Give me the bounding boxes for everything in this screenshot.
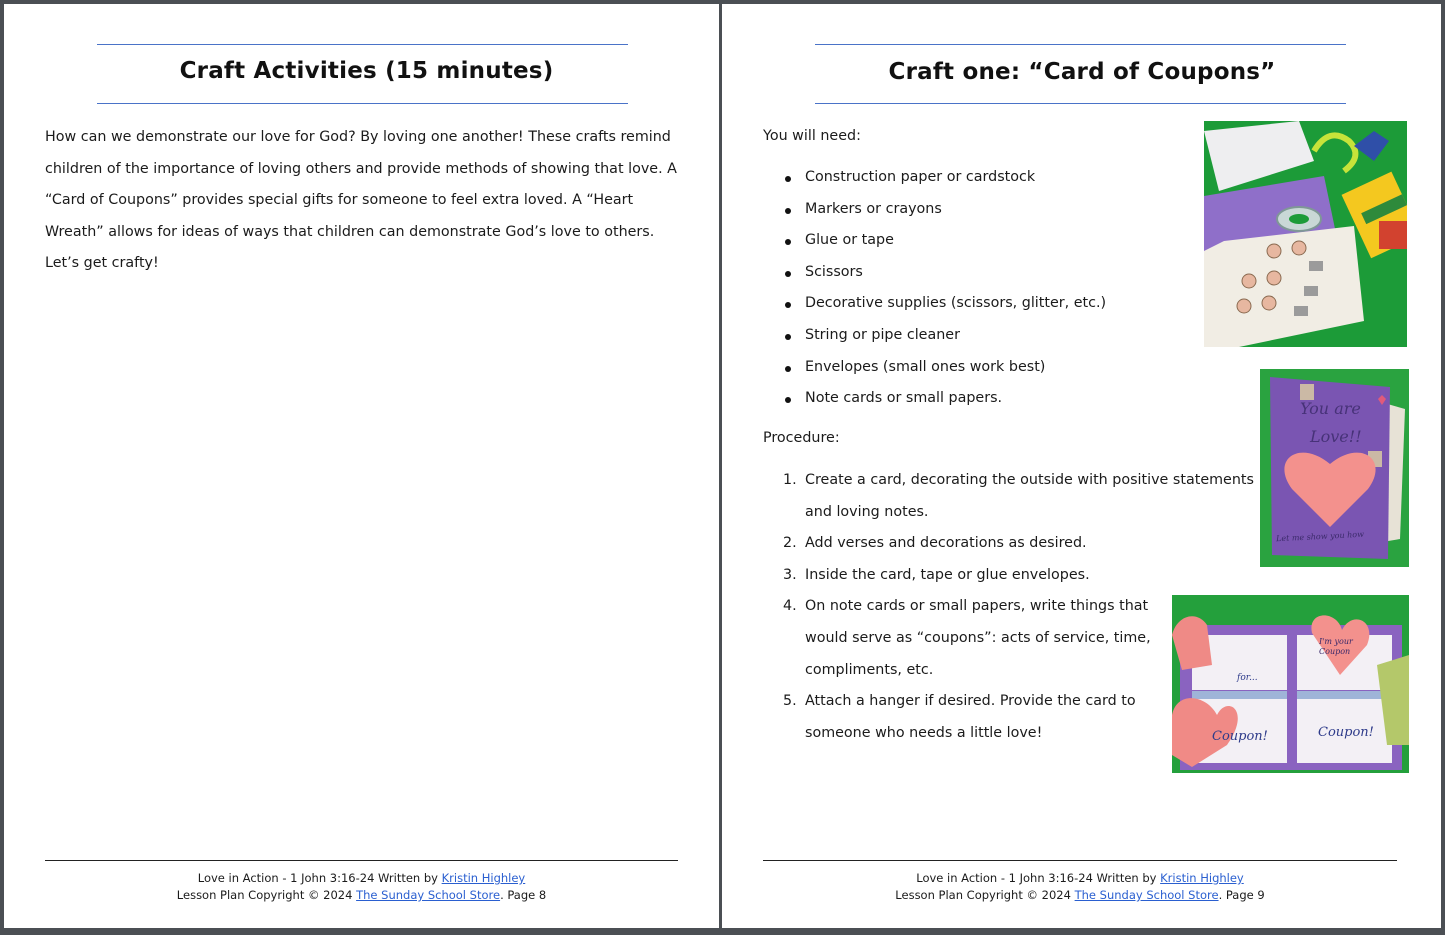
footer-rule: [45, 860, 678, 861]
step-text: Create a card, decorating the outside with positive statements and loving notes.: [805, 472, 1254, 520]
supply-item: Glue or tape: [763, 225, 1203, 257]
page-title: Craft one: “Card of Coupons”: [888, 59, 1276, 85]
supply-item: String or pipe cleaner: [763, 320, 1203, 352]
footer-copyright: Lesson Plan Copyright © 2024: [176, 888, 357, 902]
supply-item: Envelopes (small ones work best): [763, 352, 1203, 384]
step-number: 1.: [783, 472, 797, 488]
page-number: . Page 8: [500, 888, 547, 902]
envelope-note-text: for...: [1237, 673, 1258, 683]
step-item: [763, 560, 1267, 592]
procedure-label: Procedure:: [763, 430, 840, 446]
step-item: [763, 686, 1175, 749]
footer-line-1: [763, 870, 1397, 887]
page-9: [722, 4, 1441, 928]
card-inside-photo: [1172, 595, 1409, 773]
heart-note-text: I'm your Coupon: [1319, 637, 1353, 656]
page-title: Craft Activities (15 minutes): [179, 58, 554, 84]
supply-item: Note cards or small papers.: [763, 383, 1203, 415]
footer-credit: Love in Action - 1 John 3:16-24 Written by: [916, 871, 1161, 885]
store-link[interactable]: The Sunday School Store: [1074, 888, 1219, 902]
step-number: 4.: [783, 598, 797, 615]
supply-item: Construction paper or cardstock: [763, 162, 1203, 194]
footer-copyright: Lesson Plan Copyright © 2024: [895, 888, 1075, 902]
supply-item: Decorative supplies (scissors, glitter, etc.): [763, 288, 1203, 320]
supplies-photo: [1204, 121, 1407, 347]
step-number: 3.: [783, 566, 797, 583]
step-item: [763, 591, 1175, 686]
card-front-text-3: Let me show you how: [1275, 529, 1365, 544]
you-will-need-label: You will need:: [763, 128, 861, 144]
footer-rule: [763, 860, 1397, 861]
supply-item: Markers or crayons: [763, 194, 1203, 226]
title-rule-top: [97, 44, 628, 45]
footer-credit: Love in Action - 1 John 3:16-24 Written by: [197, 871, 442, 885]
author-link[interactable]: Kristin Highley: [441, 871, 526, 885]
card-front-photo: [1260, 369, 1409, 567]
step-text: Attach a hanger if desired. Provide the card to someone who needs a little love!: [805, 693, 1136, 741]
title-rule-top: [815, 44, 1346, 45]
page-8: [4, 4, 719, 928]
title-rule-bottom: [97, 103, 628, 104]
footer: [45, 870, 678, 904]
coupon-text-right: Coupon!: [1318, 725, 1374, 740]
card-front-text-2: Love!!: [1310, 427, 1362, 446]
author-link[interactable]: Kristin Highley: [1160, 871, 1244, 885]
footer: [763, 870, 1397, 904]
footer-line-2: [45, 887, 678, 904]
page-number: . Page 9: [1218, 888, 1265, 902]
step-item: [763, 528, 1267, 560]
supply-list: [763, 162, 1203, 415]
step-text: Inside the card, tape or glue envelopes.: [805, 566, 1090, 583]
step-item: [763, 465, 1267, 528]
supplies-illustration: [1204, 121, 1407, 347]
step-number: 5.: [783, 693, 797, 710]
store-link[interactable]: The Sunday School Store: [356, 888, 501, 902]
card-front-text-1: You are: [1300, 399, 1361, 418]
supply-item: Scissors: [763, 257, 1203, 289]
footer-line-2: [763, 887, 1397, 904]
coupon-text-left: Coupon!: [1212, 729, 1268, 744]
footer-line-1: [45, 870, 678, 887]
card-inside-illustration: [1172, 595, 1409, 773]
step-number: 2.: [783, 535, 797, 552]
step-text: Add verses and decorations as desired.: [805, 535, 1087, 552]
step-text: On note cards or small papers, write things that would serve as “coupons”: acts of service, time, compliments, etc.: [805, 598, 1151, 678]
title-rule-bottom: [815, 103, 1346, 104]
intro-paragraph: How can we demonstrate our love for God? By loving one another! These crafts remind children of the importance of loving others and provide methods of showing that love. A “Card of Coupons” provides special gifts for someone to feel extra loved. A “Heart Wreath” allows for ideas of ways that children can demonstrate God’s love to others. Let’s get crafty!: [45, 129, 677, 272]
